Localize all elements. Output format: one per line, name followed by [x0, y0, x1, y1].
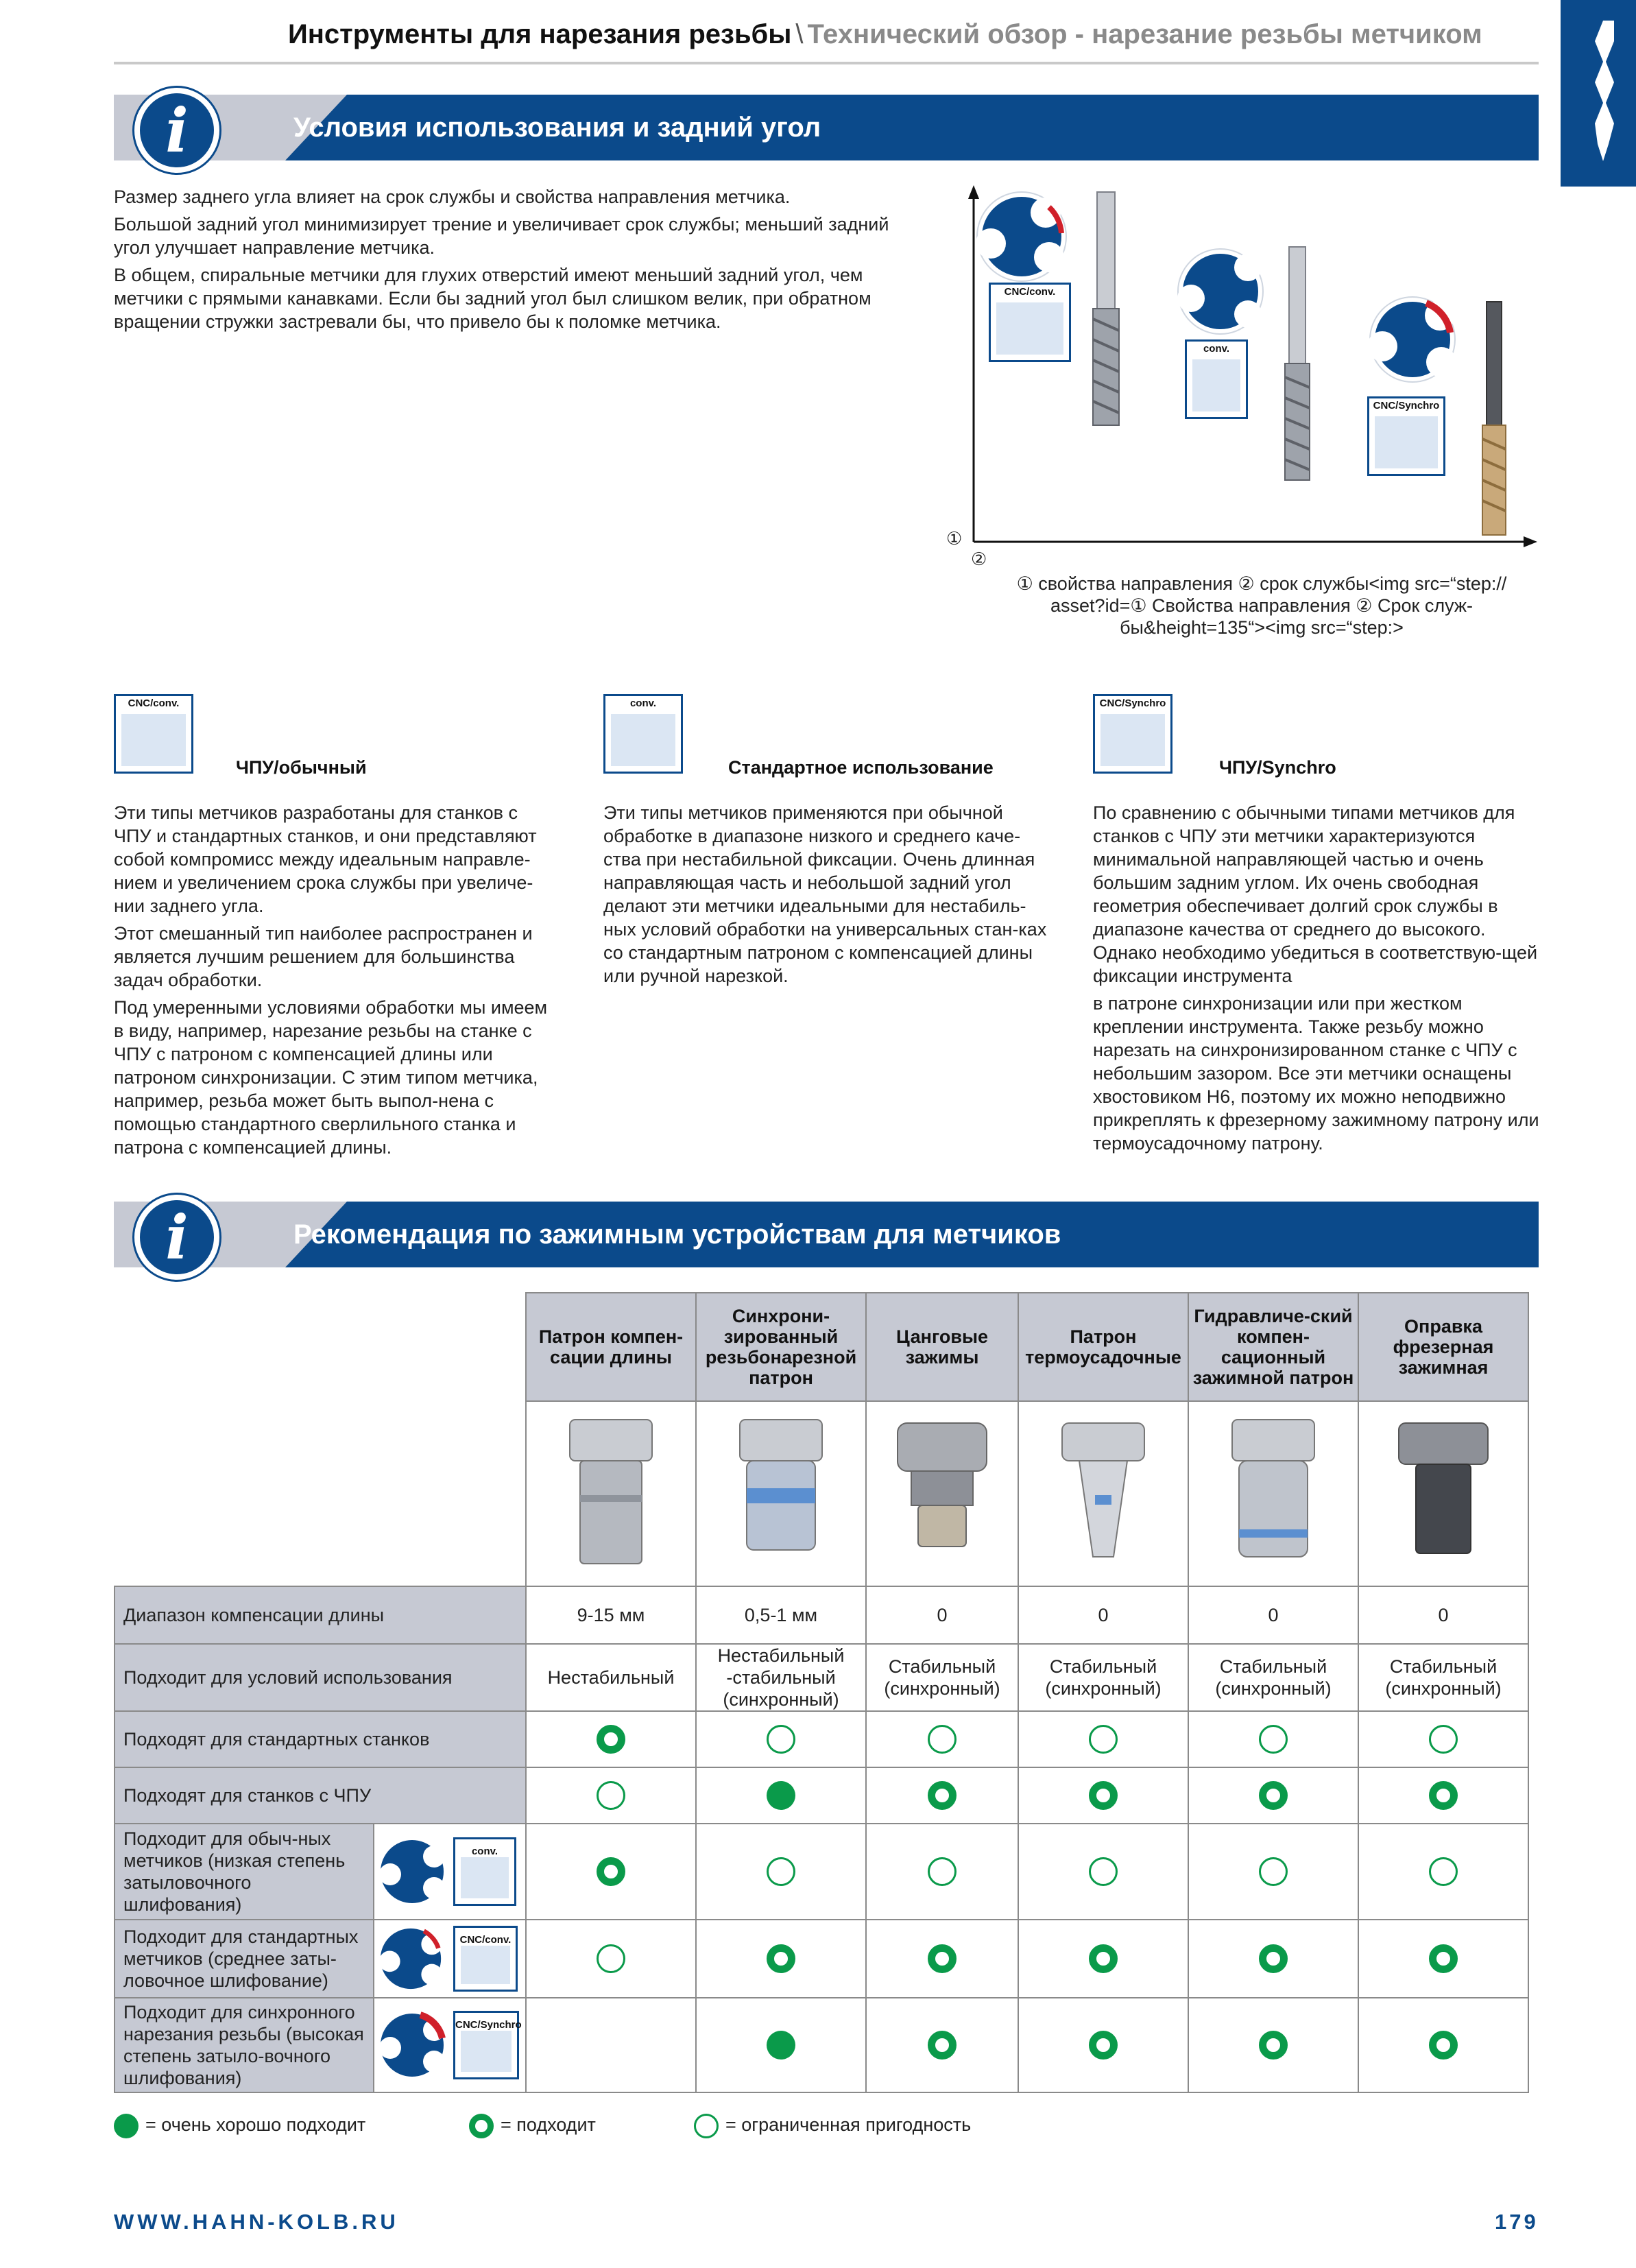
legend-limited: = ограниченная пригодность: [694, 2114, 971, 2138]
table-row: Подходит для условий использования Нестабильный Нестабильный -стабильный (синхронный) Стабильный (синхронный) Стабильный (синхронный) Стабильный (синхронный) Стабильный (синхронный): [115, 1644, 1528, 1711]
clamping-recommendation-table: [114, 1292, 1529, 2093]
rating-dot-ring-icon: [928, 1781, 957, 1810]
mode-icon-cnc-synchro: CNC/Synchro: [1093, 694, 1172, 774]
rating-dot-empty-icon: [767, 1857, 795, 1886]
chuck-image-length-comp: [526, 1401, 696, 1586]
rating-dot-ring-icon: [1089, 1944, 1118, 1973]
chuck-image-synchro: [696, 1401, 866, 1586]
mode-icon-conv: conv.: [603, 694, 683, 774]
tap-profile-icon: [378, 2011, 446, 2079]
table-row: Диапазон компенсации длины 9-15 мм 0,5-1 мм 0 0 0 0: [115, 1586, 1528, 1644]
header-rule: [114, 62, 1539, 64]
rating-dot-empty-icon: [1089, 1725, 1118, 1754]
table-header-row: [115, 1293, 1528, 1401]
chuck-image-shrink: [1018, 1401, 1188, 1586]
tap-profile-icon: [378, 1926, 444, 1992]
column-heading: ЧПУ/Synchro: [1219, 757, 1336, 778]
column-header: Оправка фрезерная зажимная: [1358, 1293, 1528, 1401]
info-icon: i: [134, 1195, 219, 1280]
dot-full-icon: [114, 2114, 139, 2138]
rating-dot-ring-icon: [1429, 1781, 1458, 1810]
table-row: Подходит для стандартных метчиков (среднее заты-ловочное шлифование) CNC/conv.: [115, 1920, 1528, 1998]
mode-icon-label: conv.: [1203, 343, 1230, 355]
intro-paragraph: Размер заднего угла влияет на срок службы и свойства направления метчика.: [114, 187, 791, 207]
rating-dot-full-icon: [767, 2031, 795, 2060]
rating-dot-empty-icon: [928, 1725, 957, 1754]
rating-dot-empty-icon: [1429, 1725, 1458, 1754]
intro-text: [114, 185, 930, 337]
rating-dot-ring-icon: [1429, 1944, 1458, 1973]
mode-icon-label: CNC/Synchro: [1373, 400, 1440, 411]
legend-suitable: = подходит: [469, 2114, 596, 2138]
rating-dot-empty-icon: [1259, 1857, 1288, 1886]
tap-profile-icon: [378, 1837, 446, 1906]
section-title: Условия использования и задний угол: [293, 112, 821, 143]
rating-dot-ring-icon: [767, 1944, 795, 1973]
page-number: 179: [1495, 2210, 1539, 2234]
column-header: Гидравличе-ский компен-сационный зажимной патрон: [1188, 1293, 1358, 1401]
rating-dot-ring-icon: [1089, 1781, 1118, 1810]
info-icon: i: [134, 88, 219, 173]
row-mode-icon-cnc-synchro: [374, 1998, 526, 2092]
table-row: Подходят для станков с ЧПУ: [115, 1767, 1528, 1824]
page-header: [288, 19, 1482, 50]
chuck-image-milling: [1358, 1401, 1528, 1586]
rating-dot-empty-icon: [928, 1857, 957, 1886]
chart-caption: ① свойства направления ② срок службы<img src=“step:// asset?id=① Свойства направления ② Срок служ- бы&height=135“><img src=“step:>: [1016, 573, 1507, 638]
table-image-row: [115, 1401, 1528, 1586]
header-separator: \: [795, 19, 804, 49]
side-tab: [1561, 0, 1636, 187]
header-title: Инструменты для нарезания резьбы: [288, 19, 792, 49]
footer-url[interactable]: WWW.HAHN-KOLB.RU: [114, 2210, 399, 2234]
column-text-cnc-synchro: По сравнению с обычными типами метчиков для станков с ЧПУ эти метчики характеризуются минимальной направляющей частью и очень большим задним углом. Их очень свободная геометрия обеспечивает долгий срок службы в диапазоне качества от среднего до высокого. Однако необходимо убедиться в соответствую-щей фиксации инструмента в патроне синхронизации или при жестком креплении инструмента. Также резьбу можно нарезать на синхронизированном станке с ЧПУ с небольшим зазором. Все эти метчики оснащены хвостовиком H6, поэтому их можно неподвижно прикреплять к фрезерному зажимному патрону или термоусадочному патрону.: [1093, 802, 1539, 1154]
column-header: Патрон термоусадочные: [1018, 1293, 1188, 1401]
mode-icon-conv: [1185, 339, 1248, 419]
intro-paragraph: В общем, спиральные метчики для глухих отверстий имеют меньший задний угол, чем метчики с прямыми канавками. Если бы задний угол был слишком велик, при обратном вращении стружки застревали бы, что привело бы к поломке метчика.: [114, 265, 871, 332]
mode-icon-cnc-conv: CNC/conv.: [453, 1926, 518, 1992]
rating-dot-ring-icon: [1259, 1781, 1288, 1810]
section-banner-clamping: [114, 1202, 1539, 1273]
dot-empty-icon: [694, 2114, 719, 2138]
rating-dot-ring-icon: [1089, 2031, 1118, 2060]
header-subtitle: Технический обзор - нарезание резьбы метчиком: [807, 19, 1482, 49]
rating-dot-empty-icon: [1429, 1857, 1458, 1886]
column-heading: ЧПУ/обычный: [236, 757, 367, 778]
column-text-conv: Эти типы метчиков применяются при обычной обработке в диапазоне низкого и среднего каче-ства при нестабильной фиксации. Очень длинная направляющая часть и небольшой задний угол делают эти метчики идеальными для нестабиль-ных условий обработки на универсальных стан-ках со стандартным патроном с компенсацией длины или ручной нарезкой.: [603, 802, 1047, 986]
row-mode-icon-cnc-conv: [374, 1920, 526, 1998]
mode-icon-cnc-conv: CNC/conv.: [114, 694, 193, 774]
table-row: Подходит для обыч-ных метчиков (низкая степень затыловочного шлифования) conv.: [115, 1824, 1528, 1920]
rating-dot-ring-icon: [1259, 1944, 1288, 1973]
chuck-image-hydraulic: [1188, 1401, 1358, 1586]
mode-icon-cnc-synchro: [1367, 396, 1445, 476]
intro-paragraph: Большой задний угол минимизирует трение и увеличивает срок службы; меньший задний угол улучшает направление метчика.: [114, 214, 889, 258]
section-banner-usage: [114, 95, 1539, 166]
rating-dot-empty-icon: [597, 1944, 625, 1973]
rating-dot-ring-icon: [928, 1944, 957, 1973]
tap-comparison-graphic: [946, 178, 1543, 645]
axis-y-marker: ①: [946, 528, 963, 549]
rating-dot-ring-icon: [597, 1857, 625, 1886]
rating-dot-empty-icon: [1259, 1725, 1288, 1754]
table-row: Подходят для стандартных станков: [115, 1711, 1528, 1767]
dot-ring-icon: [469, 2114, 494, 2138]
mode-icon-cnc-conv: [989, 283, 1071, 362]
mode-icon-conv: conv.: [453, 1837, 516, 1906]
rating-dot-full-icon: [767, 1781, 795, 1810]
row-mode-icon-conv: [374, 1824, 526, 1920]
rating-dot-ring-icon: [597, 1725, 625, 1754]
rating-dot-empty-icon: [597, 1781, 625, 1810]
rating-dot-ring-icon: [1429, 2031, 1458, 2060]
column-header: Патрон компен-сации длины: [526, 1293, 696, 1401]
legend-very-suitable: = очень хорошо подходит: [114, 2114, 365, 2138]
mode-icon-label: CNC/conv.: [1004, 286, 1056, 298]
column-text-cnc-conv: Эти типы метчиков разработаны для станков с ЧПУ и стандартных станков, и они представляют собой компромисс между идеальным направле-нием и увеличением срока службы при увеличе-нии заднего угла. Этот смешанный тип наиболее распространен и является лучшим решением для большинства задач обработки. Под умеренными условиями обработки мы имеем в виду, например, нарезание резьбы на станке с ЧПУ с патроном с компенсацией длины или патроном синхронизации. С этим типом метчика, например, резьба может быть выпол-нена с помощью стандартного сверлильного станка и патрона с компенсацией длины.: [114, 802, 548, 1158]
drill-icon: [1561, 0, 1636, 187]
table-row: Подходит для синхронного нарезания резьбы (высокая степень затыло-вочного шлифования) CNC/Synchro: [115, 1998, 1528, 2092]
rating-dot-ring-icon: [928, 2031, 957, 2060]
rating-dot-ring-icon: [1259, 2031, 1288, 2060]
chuck-image-collet: [866, 1401, 1018, 1586]
rating-dot-empty-icon: [1089, 1857, 1118, 1886]
column-header: Цанговые зажимы: [866, 1293, 1018, 1401]
column-heading: Стандартное использование: [728, 757, 994, 778]
rating-dot-empty-icon: [767, 1725, 795, 1754]
mode-icon-cnc-synchro: CNC/Synchro: [453, 2011, 519, 2079]
axis-x-marker: ②: [971, 549, 987, 569]
column-header: Синхрони-зированный резьбонарезной патрон: [696, 1293, 866, 1401]
section-title: Рекомендация по зажимным устройствам для метчиков: [293, 1219, 1061, 1250]
